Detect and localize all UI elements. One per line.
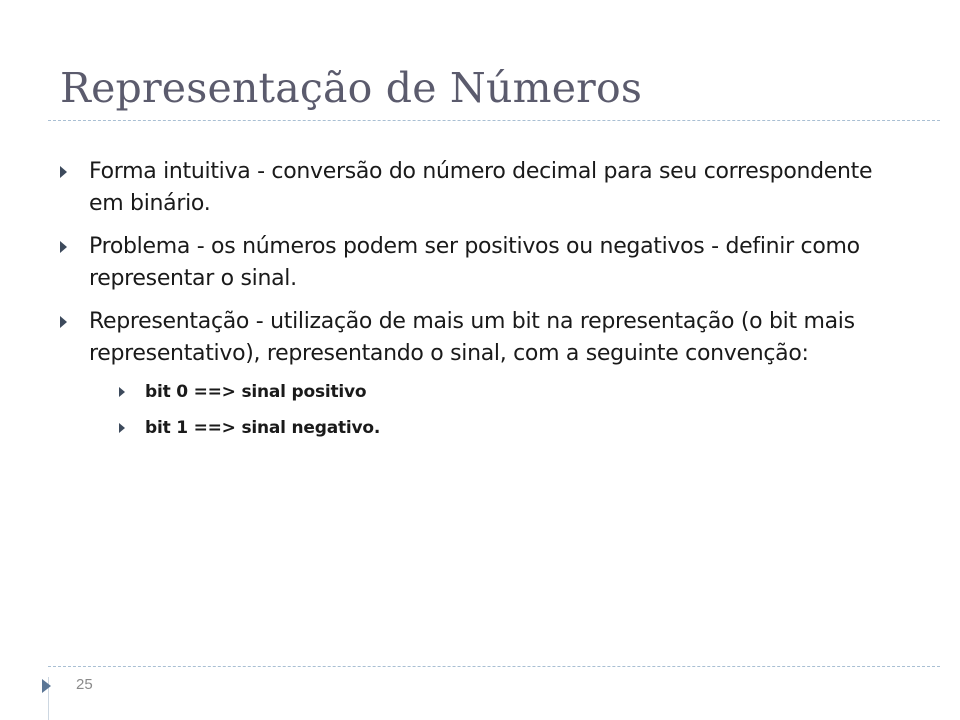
sub-bullet-triangle-icon [119, 387, 125, 397]
page-number: 25 [76, 676, 93, 693]
footer-divider [48, 666, 940, 667]
sub-list-item [58, 381, 878, 403]
footer-triangle-icon [42, 679, 51, 693]
sub-list-item [58, 417, 878, 439]
slide-title: Representação de Números [60, 64, 643, 112]
sub-bullet-list [58, 381, 878, 439]
bullet-list [58, 156, 878, 453]
bullet-triangle-icon [60, 166, 67, 178]
list-item [58, 306, 878, 370]
bullet-triangle-icon [60, 241, 67, 253]
title-divider [48, 120, 940, 121]
list-item [58, 231, 878, 295]
bullet-text: Representação - utilização de mais um bit na representação (o bit mais representativo), representando o sinal, com a seguinte convenção: [89, 309, 855, 366]
bullet-text: Problema - os números podem ser positivos ou negativos - definir como representar o sinal. [89, 234, 860, 291]
bullet-text: Forma intuitiva - conversão do número decimal para seu correspondente em binário. [89, 159, 873, 216]
sub-bullet-text: bit 0 ==> sinal positivo [145, 382, 367, 402]
sub-bullet-text: bit 1 ==> sinal negativo. [145, 418, 381, 438]
list-item [58, 156, 878, 220]
sub-bullet-triangle-icon [119, 423, 125, 433]
bullet-triangle-icon [60, 316, 67, 328]
